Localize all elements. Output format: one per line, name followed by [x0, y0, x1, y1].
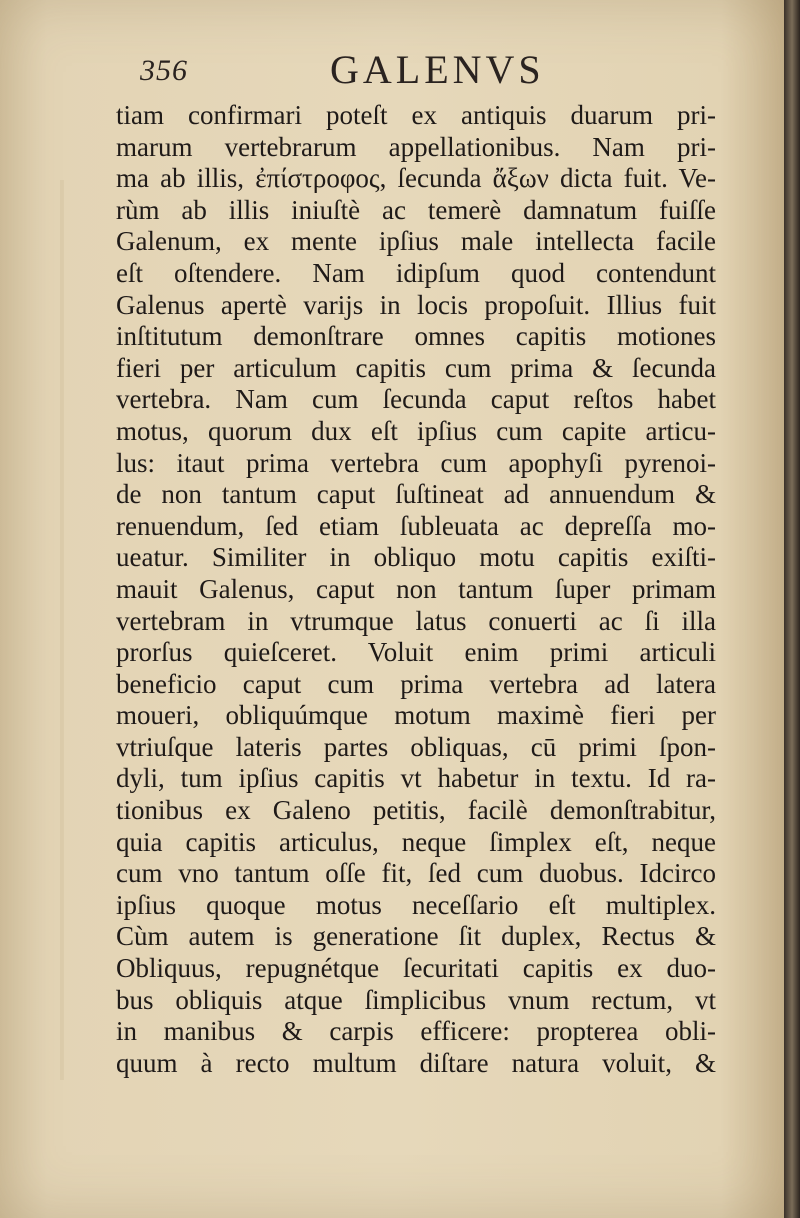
- text-line: in manibus & carpis efficere: propterea obli-: [116, 1016, 716, 1047]
- text-line: dyli, tum ipſius capitis vt habetur in textu. Id ra-: [116, 763, 716, 794]
- text-line: ueatur. Similiter in obliquo motu capitis exiſti-: [116, 542, 716, 573]
- text-line: rùm ab illis iniuſtè ac temerè damnatum fuiſſe: [116, 194, 716, 225]
- text-line: beneficio caput cum prima vertebra ad latera: [116, 668, 716, 699]
- text-line: quum à recto multum diſtare natura voluit, &: [116, 1047, 716, 1078]
- page-number: 356: [140, 54, 188, 87]
- text-line: fieri per articulum capitis cum prima & ſecunda: [116, 352, 716, 383]
- text-line: Cùm autem is generatione ſit duplex, Rectus &: [116, 921, 716, 952]
- body-text: [116, 100, 716, 1079]
- text-line: cum vno tantum oſſe fit, ſed cum duobus. Idcirco: [116, 858, 716, 889]
- text-line: motus, quorum dux eſt ipſius cum capite articu-: [116, 415, 716, 446]
- text-line: Obliquus, repugnétque ſecuritati capitis ex duo-: [116, 953, 716, 984]
- text-line: tionibus ex Galeno petitis, facilè demonſtrabitur,: [116, 795, 716, 826]
- page-header: [140, 44, 700, 96]
- paper-stain: [60, 180, 64, 1080]
- text-line: inſtitutum demonſtrare omnes capitis motiones: [116, 321, 716, 352]
- text-line: vertebra. Nam cum ſecunda caput reſtos habet: [116, 384, 716, 415]
- text-line: bus obliquis atque ſimplicibus vnum rectum, vt: [116, 984, 716, 1015]
- text-line: Galenus apertè varijs in locis propoſuit. Illius fuit: [116, 289, 716, 320]
- book-edge: [784, 0, 800, 1218]
- text-line: ipſius quoque motus neceſſario eſt multiplex.: [116, 889, 716, 920]
- text-line: vtriuſque lateris partes obliquas, cū primi ſpon-: [116, 731, 716, 762]
- text-line: eſt oſtendere. Nam idipſum quod contendunt: [116, 257, 716, 288]
- text-line: ma ab illis, ἐπίστροφος, ſecunda ἄξων dicta fuit. Ve-: [116, 163, 716, 194]
- text-line: marum vertebrarum appellationibus. Nam pri-: [116, 131, 716, 162]
- text-line: lus: itaut prima vertebra cum apophyſi pyrenoi-: [116, 447, 716, 478]
- text-line: renuendum, ſed etiam ſubleuata ac depreſſa mo-: [116, 510, 716, 541]
- text-line: vertebram in vtrumque latus conuerti ac ſi illa: [116, 605, 716, 636]
- text-line: mauit Galenus, caput non tantum ſuper primam: [116, 573, 716, 604]
- text-line: prorſus quieſceret. Voluit enim primi articuli: [116, 637, 716, 668]
- text-line: de non tantum caput ſuſtineat ad annuendum &: [116, 479, 716, 510]
- running-title: GALENVS: [330, 47, 545, 92]
- text-line: moueri, obliquúmque motum maximè fieri per: [116, 700, 716, 731]
- text-line: tiam confirmari poteſt ex antiquis duarum pri-: [116, 100, 716, 130]
- text-line: Galenum, ex mente ipſius male intellecta facile: [116, 226, 716, 257]
- text-line: quia capitis articulus, neque ſimplex eſt, neque: [116, 826, 716, 857]
